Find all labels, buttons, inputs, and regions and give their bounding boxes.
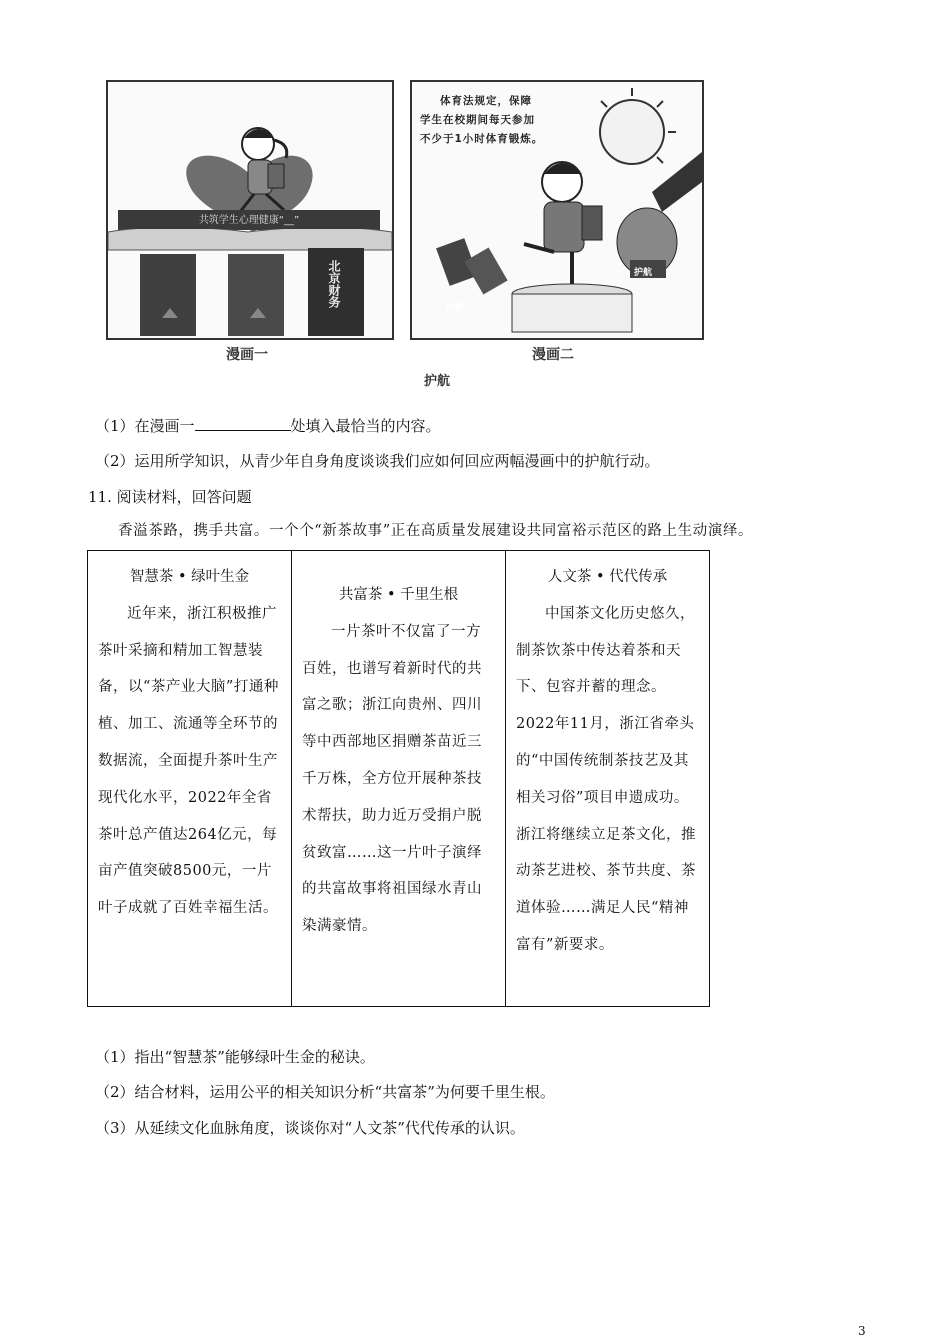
comic-two-tag-right: 护航 [634, 268, 653, 278]
material-cell-common-prosperity-tea [292, 551, 506, 1007]
material-title: 智慧茶 • 绿叶生金 [129, 569, 250, 585]
q10-sub-1 [95, 415, 441, 436]
material-table [87, 550, 710, 1007]
material-cell-smart-tea [88, 551, 292, 1007]
material-title: 共富茶 • 千里生根 [338, 587, 459, 603]
comic-one-banner: 共筑学生心理健康“__” [118, 213, 380, 229]
answer-blank[interactable] [195, 415, 291, 431]
comic-two-speech [420, 92, 543, 149]
q11-heading: 11. 阅读材料，回答问题 [88, 488, 252, 506]
q10-sub-1-after: 处填入最恰当的内容。 [290, 417, 441, 435]
q10-sub-1-label: （1）在漫画一 [95, 417, 195, 435]
comic-one-caption: 漫画一 [226, 347, 268, 363]
q11-sub-3: （3）从延续文化血脉角度，谈谈你对“人文茶”代代传承的认识。 [95, 1119, 525, 1137]
q11-intro: 香溢茶路，携手共富。一个个“新茶故事”正在高质量发展建设共同富裕示范区的路上生动演绎。 [118, 523, 754, 539]
material-body: 近年来，浙江积极推广茶叶采摘和精加工智慧装备，以“茶产业大脑”打通种植、加工、流通等全环节的数据流，全面提升茶叶生产现代化水平，2022年全省茶叶总产值达264亿元，每亩产值突破8500元，一片叶子成就了百姓幸福生活。 [98, 605, 279, 917]
q11-sub-1: （1）指出“智慧茶”能够绿叶生金的秘诀。 [95, 1048, 375, 1066]
speech-line: 不少于1小时体育锻炼。 [420, 133, 544, 145]
comics-overall-caption: 护航 [424, 374, 451, 389]
page-number: 3 [858, 1324, 866, 1338]
comic-two-caption: 漫画二 [532, 347, 574, 363]
material-cell-humanistic-tea [505, 551, 709, 1007]
comic-two [410, 80, 704, 340]
material-title: 人文茶 • 代代传承 [547, 569, 668, 585]
comic-one [106, 80, 394, 340]
q10-sub-2: （2）运用所学知识，从青少年自身角度谈谈我们应如何回应两幅漫画中的护航行动。 [95, 452, 660, 470]
q11-sub-2: （2）结合材料，运用公平的相关知识分析“共富茶”为何要千里生根。 [95, 1083, 555, 1101]
comic-two-tag-left: 护航 [446, 303, 465, 313]
speech-line: 学生在校期间每天参加 [420, 114, 535, 126]
speech-line: 体育法规定，保障 [440, 95, 532, 107]
material-body: 一片茶叶不仅富了一方百姓，也谱写着新时代的共富之歌；浙江向贵州、四川等中西部地区捐赠茶苗近三千万株，全方位开展种茶技术帮扶，助力近万受捐户脱贫致富……这一片叶子演绎的共富故事将祖国绿水青山染满豪情。 [302, 623, 483, 935]
comic-one-illustration [108, 82, 392, 338]
comic-one-pillar-text: 北京财务 [327, 260, 341, 308]
material-body: 中国茶文化历史悠久，制茶饮茶中传达着茶和天下、包容并蓄的理念。2022年11月，浙江省牵头的“中国传统制茶技艺及其相关习俗”项目申遗成功。浙江将继续立足茶文化，推动茶艺进校、茶节共度、茶道体验……满足人民“精神富有”新要求。 [515, 605, 696, 953]
